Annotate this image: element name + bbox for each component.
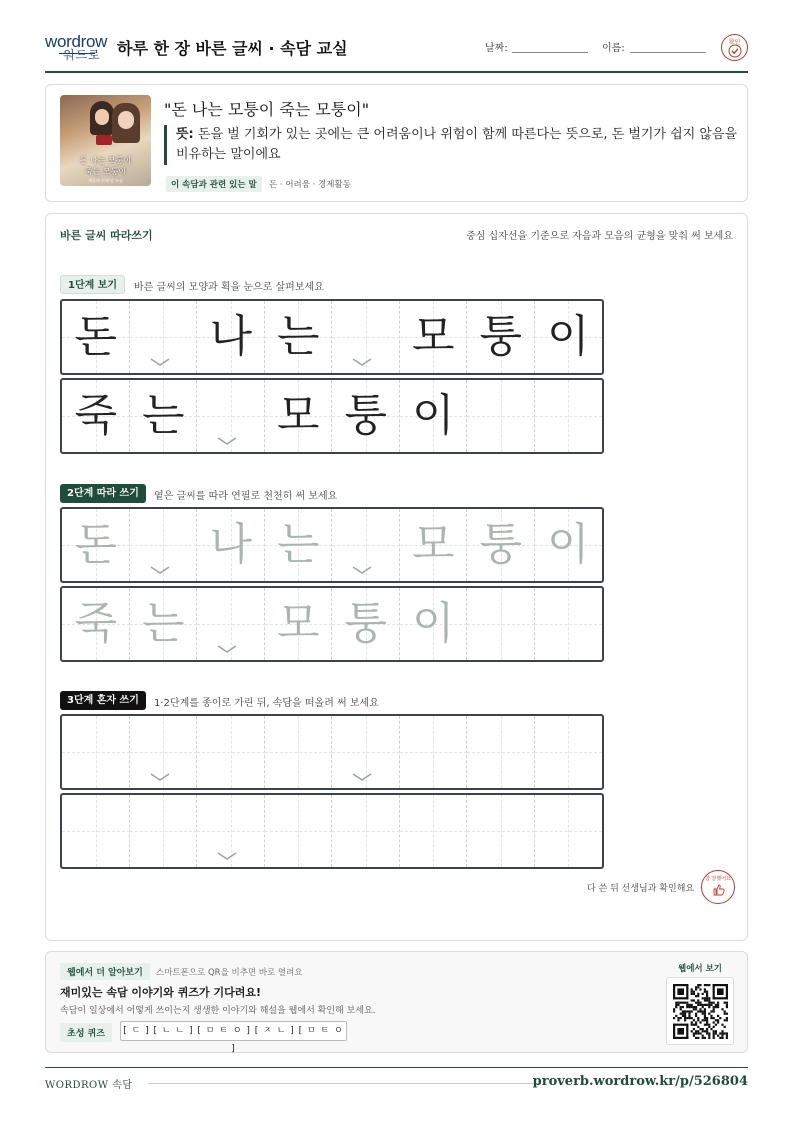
writing-cell[interactable] <box>535 509 603 581</box>
practice-title: 바른 글씨 따라쓰기 <box>60 229 153 242</box>
check-icon <box>728 44 742 58</box>
page-header <box>45 30 748 73</box>
space-mark-icon <box>150 357 170 367</box>
writing-cell[interactable] <box>332 588 400 660</box>
writing-cell[interactable] <box>197 509 265 581</box>
page-title: 하루 한 장 바른 글씨 · 속담 교실 <box>117 39 348 58</box>
space-mark-icon <box>217 851 237 861</box>
writing-cell <box>265 301 333 373</box>
writing-cell[interactable] <box>62 588 130 660</box>
stamp-text: 참 잘했어요 <box>705 876 731 882</box>
writing-cell <box>62 301 130 373</box>
related-keywords: 돈 · 어려움 · 경제활동 <box>269 180 351 190</box>
date-field[interactable] <box>485 39 508 54</box>
proverb-card <box>45 84 748 202</box>
hangul-char: 는 <box>141 598 185 649</box>
practice-note: 중심 십자선을 기준으로 자음과 모음의 균형을 맞춰 써 보세요 <box>466 231 733 242</box>
hangul-char: 이 <box>546 311 590 362</box>
space-mark-icon <box>352 357 372 367</box>
step3-desc: 1·2단계를 종이로 가린 뒤, 속담을 떠올려 써 보세요 <box>154 698 379 709</box>
hangul-char: 모 <box>411 519 455 570</box>
writing-cell[interactable] <box>197 588 265 660</box>
hangul-char: 는 <box>276 519 320 570</box>
hangul-char: 모 <box>411 311 455 362</box>
step3-badge: 3단계 혼자 쓰기 <box>60 691 146 710</box>
logo-korean-text: 워드로 <box>63 48 101 62</box>
hangul-char: 퉁 <box>344 598 387 649</box>
writing-cell <box>62 380 130 452</box>
writing-cell <box>130 380 198 452</box>
hangul-char: 나 <box>209 519 252 570</box>
name-field[interactable] <box>602 39 625 54</box>
hangul-char: 돈 <box>74 519 117 570</box>
proverb-meaning <box>164 125 739 165</box>
writing-cell[interactable] <box>62 509 130 581</box>
qr-code[interactable] <box>666 977 734 1045</box>
writing-cell[interactable] <box>400 716 468 788</box>
writing-cell <box>535 380 603 452</box>
quiz-label: 초성 퀴즈 <box>60 1023 112 1042</box>
writing-cell <box>535 301 603 373</box>
writing-cell[interactable] <box>535 795 603 867</box>
writing-cell <box>467 380 535 452</box>
hangul-char: 퉁 <box>479 311 522 362</box>
seal-text: 확인 <box>728 39 741 46</box>
writing-cell[interactable] <box>130 509 198 581</box>
writing-cell[interactable] <box>62 795 130 867</box>
writing-cell[interactable] <box>265 716 333 788</box>
writing-cell[interactable] <box>467 509 535 581</box>
writing-cell <box>197 380 265 452</box>
space-mark-icon <box>217 436 237 446</box>
step1-desc: 바른 글씨의 모양과 획을 눈으로 살펴보세요 <box>134 282 324 293</box>
writing-cell[interactable] <box>197 795 265 867</box>
writing-cell[interactable] <box>535 716 603 788</box>
writing-cell[interactable] <box>467 795 535 867</box>
blank-row-1[interactable] <box>60 714 604 790</box>
illustration-caption-2: 죽는 모퉁이 <box>84 167 127 176</box>
web-headline: 재미있는 속담 이야기와 퀴즈가 기다려요! <box>60 986 261 999</box>
writing-cell <box>400 380 468 452</box>
name-label: 이름: <box>602 43 625 54</box>
chosung-quiz: [ ㄷ ] [ ㄴ ㄴ ] [ ㅁ ㅌ ㅇ ] [ ㅈ ㄴ ] [ ㅁ ㅌ ㅇ ] <box>120 1021 347 1041</box>
writing-cell[interactable] <box>400 588 468 660</box>
writing-cell <box>332 380 400 452</box>
model-row-1 <box>60 299 604 375</box>
wordrow-logo[interactable] <box>45 32 109 64</box>
date-label: 날짜: <box>485 43 508 54</box>
hangul-char: 모 <box>276 390 320 441</box>
hangul-char: 죽 <box>74 390 117 441</box>
page-footer-rule <box>45 1067 748 1068</box>
proverb-illustration <box>60 95 151 186</box>
related-words-badge: 이 속담과 관련 있는 말 <box>166 176 262 192</box>
writing-cell <box>130 301 198 373</box>
proverb-title: "돈 나는 모퉁이 죽는 모퉁이" <box>164 100 370 119</box>
logo-text: wordrow <box>45 32 108 51</box>
writing-cell[interactable] <box>130 795 198 867</box>
hangul-char: 돈 <box>74 311 117 362</box>
web-more-badge: 웹에서 더 알아보기 <box>60 963 150 980</box>
space-mark-icon <box>150 772 170 782</box>
writing-cell[interactable] <box>332 795 400 867</box>
writing-cell <box>197 301 265 373</box>
well-done-stamp <box>701 870 735 904</box>
illustration-caption-3: 재물의 손해 말 조심 <box>88 178 123 183</box>
qr-hint: 스마트폰으로 QR을 비추면 바로 열려요 <box>156 968 303 978</box>
writing-cell[interactable] <box>467 716 535 788</box>
hangul-char: 퉁 <box>344 390 387 441</box>
blank-row-2[interactable] <box>60 793 604 869</box>
hangul-char: 이 <box>546 519 590 570</box>
meaning-text: 돈을 벌 기회가 있는 곳에는 큰 어려움이나 위험이 함께 따른다는 뜻으로, 돈 벌기가 쉽지 않음을 비유하는 말이에요 <box>176 127 738 162</box>
footer-url[interactable]: proverb.wordrow.kr/p/526804 <box>532 1074 748 1089</box>
writing-cell[interactable] <box>467 588 535 660</box>
writing-cell[interactable] <box>535 588 603 660</box>
step2-desc: 옅은 글씨를 따라 연필로 천천히 써 보세요 <box>154 491 338 502</box>
writing-cell[interactable] <box>400 509 468 581</box>
web-description: 속담이 일상에서 어떻게 쓰이는지 생생한 이야기와 해설을 웹에서 확인해 보세요. <box>60 1006 376 1016</box>
teacher-check-seal <box>721 34 748 61</box>
web-info-box <box>45 951 748 1053</box>
footer-brand: WORDROW 속담 <box>45 1080 133 1091</box>
trace-row-2[interactable] <box>60 586 604 662</box>
writing-cell <box>265 380 333 452</box>
writing-cell <box>332 301 400 373</box>
hangul-char: 이 <box>411 598 455 649</box>
qr-label: 웹에서 보기 <box>678 964 723 974</box>
writing-cell[interactable] <box>130 716 198 788</box>
hangul-char: 는 <box>276 311 320 362</box>
practice-section <box>45 213 748 941</box>
hangul-char: 나 <box>209 311 252 362</box>
writing-cell[interactable] <box>265 509 333 581</box>
step2-badge: 2단계 따라 쓰기 <box>60 484 146 503</box>
done-note: 다 쓴 뒤 선생님과 확인해요 <box>587 884 695 894</box>
writing-cell[interactable] <box>332 716 400 788</box>
hangul-char: 는 <box>141 390 185 441</box>
model-row-2 <box>60 378 604 454</box>
hangul-char: 이 <box>411 390 455 441</box>
writing-cell[interactable] <box>332 509 400 581</box>
writing-cell[interactable] <box>197 716 265 788</box>
qr-code-icon <box>673 984 728 1039</box>
space-mark-icon <box>352 565 372 575</box>
writing-cell[interactable] <box>265 588 333 660</box>
space-mark-icon <box>217 644 237 654</box>
writing-cell[interactable] <box>130 588 198 660</box>
trace-row-1[interactable] <box>60 507 604 583</box>
writing-cell[interactable] <box>62 716 130 788</box>
writing-cell <box>467 301 535 373</box>
thumbs-up-icon <box>712 883 726 897</box>
space-mark-icon <box>150 565 170 575</box>
footer-divider <box>148 1083 538 1084</box>
writing-cell[interactable] <box>400 795 468 867</box>
writing-cell[interactable] <box>265 795 333 867</box>
hangul-char: 퉁 <box>479 519 522 570</box>
hangul-char: 죽 <box>74 598 117 649</box>
meaning-label: 뜻: <box>176 127 194 142</box>
space-mark-icon <box>352 772 372 782</box>
hangul-char: 모 <box>276 598 320 649</box>
illustration-caption-1: 돈 나는 모퉁이 <box>79 156 132 165</box>
writing-cell <box>400 301 468 373</box>
step1-badge: 1단계 보기 <box>60 275 125 294</box>
